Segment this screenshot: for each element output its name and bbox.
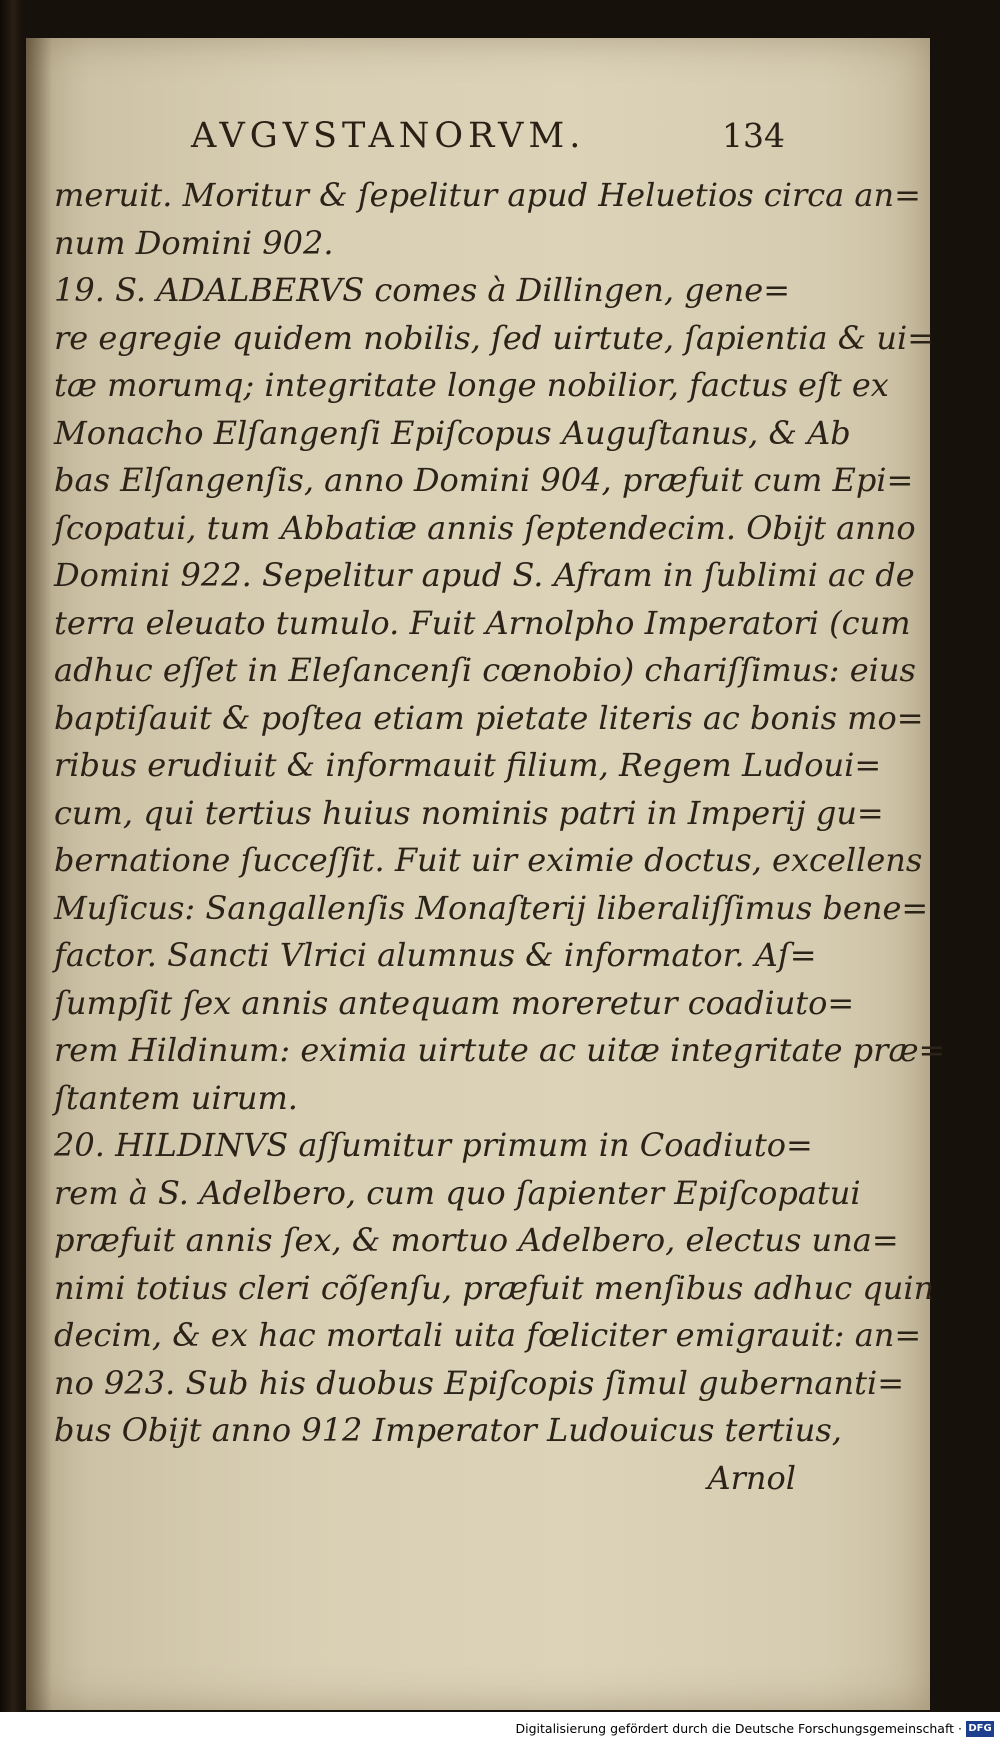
text-line: bus Obijt anno 912 Imperator Ludouicus tertius, xyxy=(54,1411,842,1449)
text-line: rem Hildinum: eximia uirtute ac uitæ integritate præ= xyxy=(54,1031,946,1069)
text-line: bas Elſangenſis, anno Domini 904, præfuit cum Epi= xyxy=(54,461,914,499)
text-line: baptiſauit & poſtea etiam pietate literis ac bonis mo= xyxy=(54,698,924,737)
text-line: cum, qui tertius huius nominis patri in Imperij gu= xyxy=(54,793,884,832)
text-line: decim, & ex hac mortali uita fœliciter emigrauit: an= xyxy=(54,1316,922,1354)
text-line: Domini 922. Sepelitur apud S. Afram in ſublimi ac de xyxy=(54,556,915,594)
text-line: 19. S. ADALBERVS comes à Dillingen, gene= xyxy=(54,271,791,309)
page-header xyxy=(26,116,930,176)
funding-credit: Digitalisierung gefördert durch die Deutsche Forschungsgemeinschaft · xyxy=(515,1721,962,1736)
text-line: rem à S. Adelbero, cum quo ſapienter Epiſcopatui xyxy=(54,1173,861,1212)
text-line: meruit. Moritur & ſepelitur apud Heluetios circa an= xyxy=(54,176,921,214)
text-line: ribus erudiuit & informauit filium, Regem Ludoui= xyxy=(54,746,882,784)
digitization-footer xyxy=(0,1712,1000,1742)
text-line: præfuit annis ſex, & mortuo Adelbero, electus una= xyxy=(54,1221,899,1259)
page-number: 134 xyxy=(722,116,785,155)
text-line: ſumpſit ſex annis antequam moreretur coadiuto= xyxy=(54,983,855,1022)
text-line: terra eleuato tumulo. Fuit Arnolpho Imperatori (cum xyxy=(54,603,911,642)
scan-border xyxy=(0,0,22,1742)
text-line: 20. HILDINVS aſſumitur primum in Coadiuto= xyxy=(54,1126,813,1164)
catchword: Arnol xyxy=(707,1458,796,1497)
text-line: adhuc eſſet in Eleſancenſi cœnobio) chariſſimus: eius xyxy=(54,651,916,689)
text-line: Muſicus: Sangallenſis Monaſterij liberaliſſimus bene= xyxy=(54,888,929,927)
text-line: Monacho Elſangenſi Epiſcopus Auguſtanus, & Ab xyxy=(54,413,851,452)
dfg-logo-icon: DFG xyxy=(966,1721,994,1737)
text-line: bernatione ſucceſſit. Fuit uir eximie doctus, excellens xyxy=(54,841,923,879)
text-line: re egregie quidem nobilis, ſed uirtute, ſapientia & ui= xyxy=(54,318,935,357)
text-line: nimi totius cleri cõſenſu, præfuit menſibus adhuc quin xyxy=(54,1268,935,1307)
text-line: factor. Sancti Vlrici alumnus & informator. Aſ= xyxy=(54,936,817,974)
running-title: AVGVSTANORVM. xyxy=(191,116,586,156)
text-line: no 923. Sub his duobus Epiſcopis ſimul gubernanti= xyxy=(54,1363,905,1402)
text-line: ſcopatui, tum Abbatiæ annis ſeptendecim. Obijt anno xyxy=(54,508,916,547)
body-text xyxy=(54,172,946,1502)
text-line: tæ morumq; integritate longe nobilior, factus eſt ex xyxy=(54,366,889,404)
book-page xyxy=(26,38,946,1710)
text-line: num Domini 902. xyxy=(54,223,334,262)
text-line: ſtantem uirum. xyxy=(54,1078,298,1117)
